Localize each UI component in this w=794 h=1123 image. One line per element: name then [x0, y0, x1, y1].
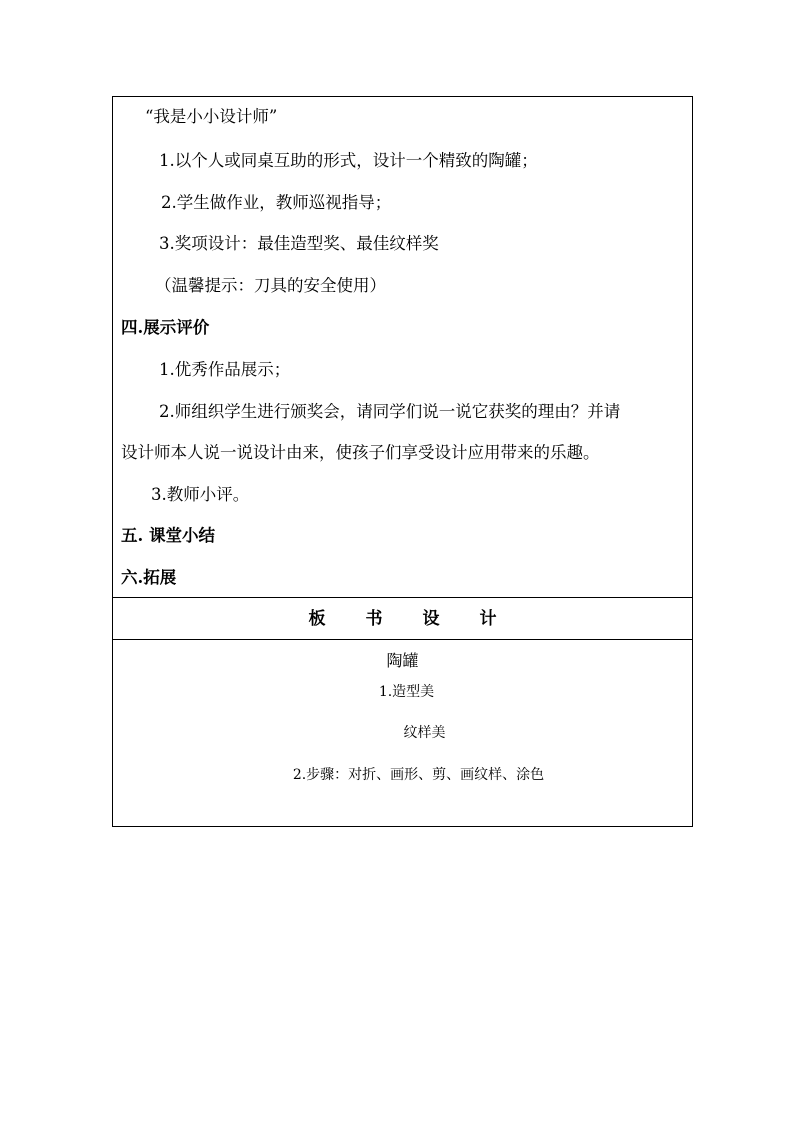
- display-item-2-continued: 设计师本人说一说设计由来，使孩子们享受设计应用带来的乐趣。: [121, 443, 600, 462]
- activity-title: “我是小小设计师”: [145, 107, 278, 126]
- section-heading-display: 四.展示评价: [121, 318, 210, 337]
- board-line-2: 1.造型美: [378, 684, 435, 700]
- section-heading-extension: 六.拓展: [121, 568, 177, 587]
- display-item-3: 3.教师小评。: [151, 485, 250, 504]
- safety-tip: （温馨提示：刀具的安全使用）: [155, 276, 386, 295]
- row-divider: [113, 639, 692, 640]
- board-design-title: 板书设计: [308, 609, 537, 629]
- activity-item-1: 1.以个人或同桌互助的形式，设计一个精致的陶罐；: [159, 151, 538, 170]
- display-item-1: 1.优秀作品展示；: [159, 360, 291, 379]
- section-heading-summary: 五. 课堂小结: [121, 526, 215, 545]
- activity-item-3: 3.奖项设计：最佳造型奖、最佳纹样奖: [159, 234, 439, 253]
- board-line-3: 纹样美: [403, 725, 446, 741]
- board-line-4: 2.步骤：对折、画形、剪、画纹样、涂色: [292, 767, 545, 783]
- row-divider: [113, 597, 692, 598]
- lesson-plan-table: [112, 96, 693, 827]
- display-item-2: 2.师组织学生进行颁奖会，请同学们说一说它获奖的理由？并请: [159, 402, 621, 421]
- board-line-1: 陶罐: [386, 651, 419, 670]
- activity-item-2: 2.学生做作业，教师巡视指导；: [161, 193, 392, 212]
